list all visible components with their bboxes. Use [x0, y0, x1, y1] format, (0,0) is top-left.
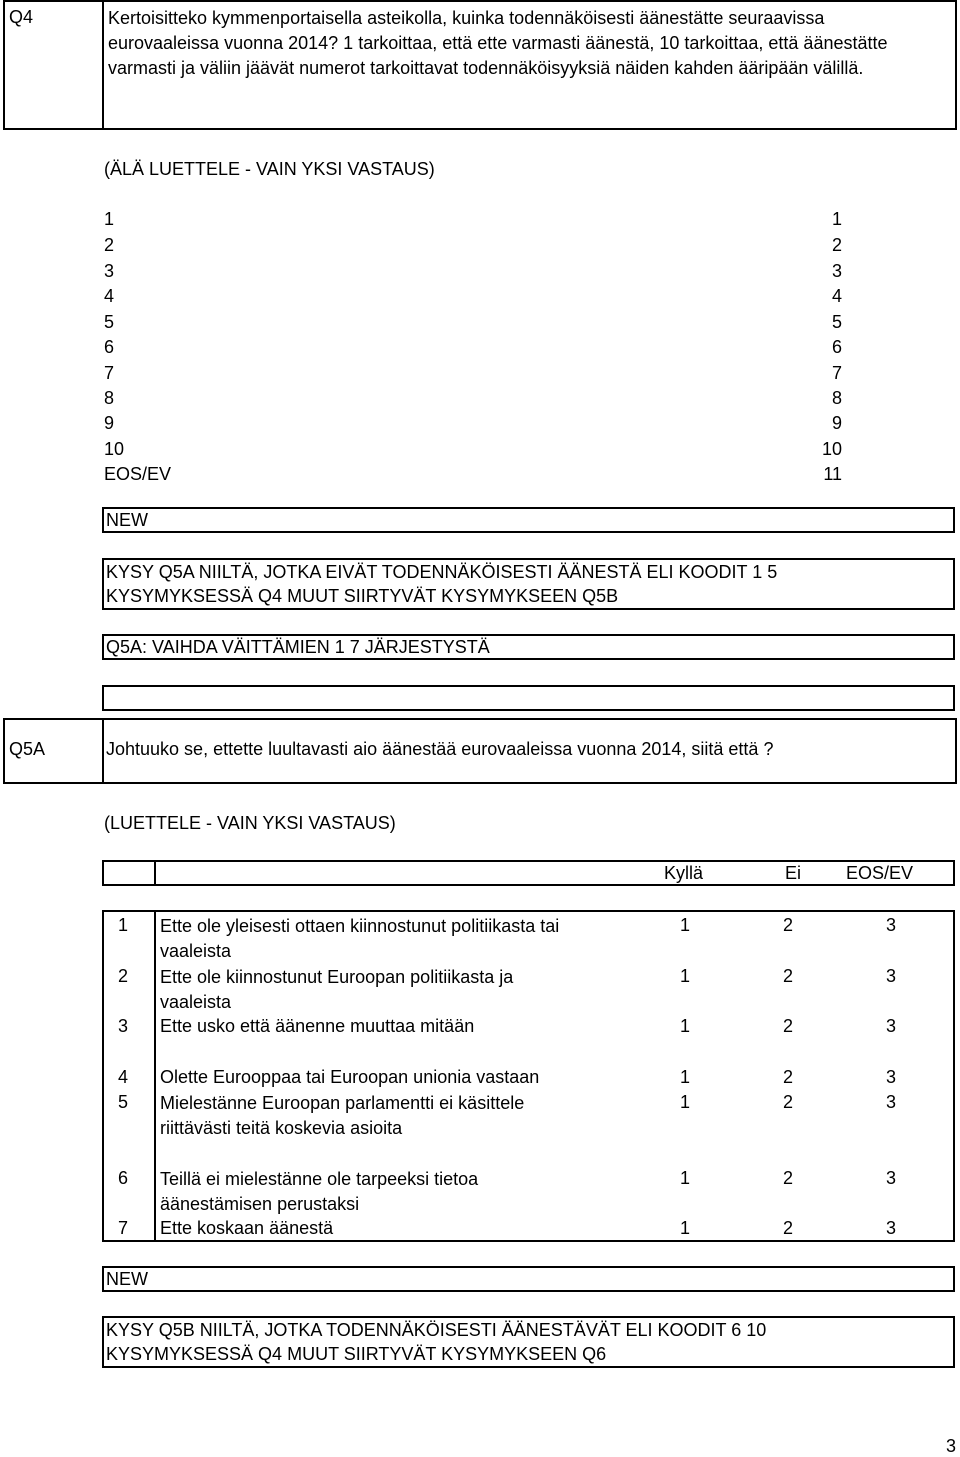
q4-option-code: 9 [831, 413, 842, 433]
q4-option-code: 8 [831, 388, 842, 408]
q5a-item-text: Ette ole kiinnostunut Euroopan politiikasta ja vaaleista [160, 967, 514, 1012]
q4-option-label: 8 [104, 388, 115, 408]
q4-option-label: EOS/EV [104, 464, 172, 484]
q4-option-label: 3 [104, 261, 115, 281]
q5a-item-num: 4 [118, 1067, 129, 1087]
q5a-body-divider [154, 910, 156, 1242]
blank-box [102, 685, 955, 711]
q5a-header-no: Ei [785, 863, 802, 883]
q5a-new-label: NEW [106, 1269, 148, 1289]
q5a-item-num: 1 [118, 915, 129, 935]
q4-new-box [102, 507, 955, 533]
q4-question: Kertoisitteko kymmenportaisella asteikolla, kuinka todennäköisesti äänestätte seuraavissa eurovaaleissa vuonna 2014? 1 tarkoittaa, että ette varmasti äänestä, 10 tarkoittaa, että äänestätte varmasti ja väliin jäävät numerot tarkoittavat todennäköisyyksiä näiden kahden ääripään välillä. [108, 8, 888, 78]
q5a-instruction: (LUETTELE - VAIN YKSI VASTAUS) [104, 813, 396, 833]
q4-instruction: (ÄLÄ LUETTELE - VAIN YKSI VASTAUS) [104, 159, 435, 179]
q5a-item-codes: 1 2 3 [680, 1218, 897, 1238]
q5a-question: Johtuuko se, ettette luultavasti aio äänestää eurovaaleissa vuonna 2014, siitä että ? [106, 739, 774, 759]
q5a-code: Q5A [9, 739, 46, 759]
q4-divider [102, 0, 104, 130]
q4-option-code: 7 [831, 363, 842, 383]
q5a-header-dk: EOS/EV [846, 863, 914, 883]
q4-option-label: 5 [104, 312, 115, 332]
q5a-item-codes: 1 2 3 [680, 1016, 897, 1036]
q5a-new-box [102, 1266, 955, 1292]
q5a-divider [102, 718, 104, 784]
q4-routing: KYSY Q5A NIILTÄ, JOTKA EIVÄT TODENNÄKÖISESTI ÄÄNESTÄ ELI KOODIT 1 5 KYSYMYKSESSÄ Q4 MUUT SIIRTYVÄT KYSYMYKSEEN Q5B [106, 562, 778, 606]
q4-option-code: 6 [831, 337, 842, 357]
q4-option-label: 6 [104, 337, 115, 357]
q5a-item-num: 6 [118, 1168, 129, 1188]
q4-option-code: 10 [821, 439, 842, 459]
q5a-item-text: Ette koskaan äänestä [160, 1218, 334, 1238]
page-number: 3 [946, 1436, 957, 1456]
q4-code: Q4 [9, 7, 34, 27]
q5a-header-divider [154, 860, 156, 886]
q5a-header-yes: Kyllä [664, 863, 704, 883]
q4-option-label: 10 [104, 439, 125, 459]
q4-option-code: 4 [831, 286, 842, 306]
q5a-item-text: Ette usko että äänenne muuttaa mitään [160, 1016, 475, 1036]
q5a-routing: KYSY Q5B NIILTÄ, JOTKA TODENNÄKÖISESTI ÄÄNESTÄVÄT ELI KOODIT 6 10 KYSYMYKSESSÄ Q4 MUUT SIIRTYVÄT KYSYMYKSEEN Q6 [106, 1320, 767, 1364]
q5a-item-num: 5 [118, 1092, 129, 1112]
q5a-item-codes: 1 2 3 [680, 966, 897, 986]
q4-option-code: 3 [831, 261, 842, 281]
q5a-item-codes: 1 2 3 [680, 1092, 897, 1112]
q5a-item-num: 7 [118, 1218, 129, 1238]
q5a-item-num: 3 [118, 1016, 129, 1036]
q5a-table-header [102, 860, 955, 886]
q5a-item-codes: 1 2 3 [680, 1067, 897, 1087]
q4-new-label: NEW [106, 510, 148, 530]
q4-option-label: 9 [104, 413, 115, 433]
q4-option-label: 7 [104, 363, 115, 383]
q4-option-label: 4 [104, 286, 115, 306]
q4-option-code: 5 [831, 312, 842, 332]
q5a-item-codes: 1 2 3 [680, 1168, 897, 1188]
q5a-note: Q5A: VAIHDA VÄITTÄMIEN 1 7 JÄRJESTYSTÄ [106, 637, 490, 657]
q4-option-label: 1 [104, 209, 115, 229]
q5a-item-codes: 1 2 3 [680, 915, 897, 935]
q4-option-label: 2 [104, 235, 115, 255]
q5a-item-text: Ette ole yleisesti ottaen kiinnostunut politiikasta tai vaaleista [160, 916, 560, 961]
q5a-item-text: Teillä ei mielestänne ole tarpeeksi tietoa äänestämisen perustaksi [160, 1169, 479, 1214]
q5a-item-text: Olette Eurooppaa tai Euroopan unionia vastaan [160, 1067, 540, 1087]
q5a-item-num: 2 [118, 966, 129, 986]
q5a-item-text: Mielestänne Euroopan parlamentti ei käsittele riittävästi teitä koskevia asioita [160, 1093, 525, 1138]
q4-option-code: 11 [823, 464, 842, 484]
q4-option-code: 1 [831, 209, 842, 229]
q4-option-code: 2 [831, 235, 842, 255]
